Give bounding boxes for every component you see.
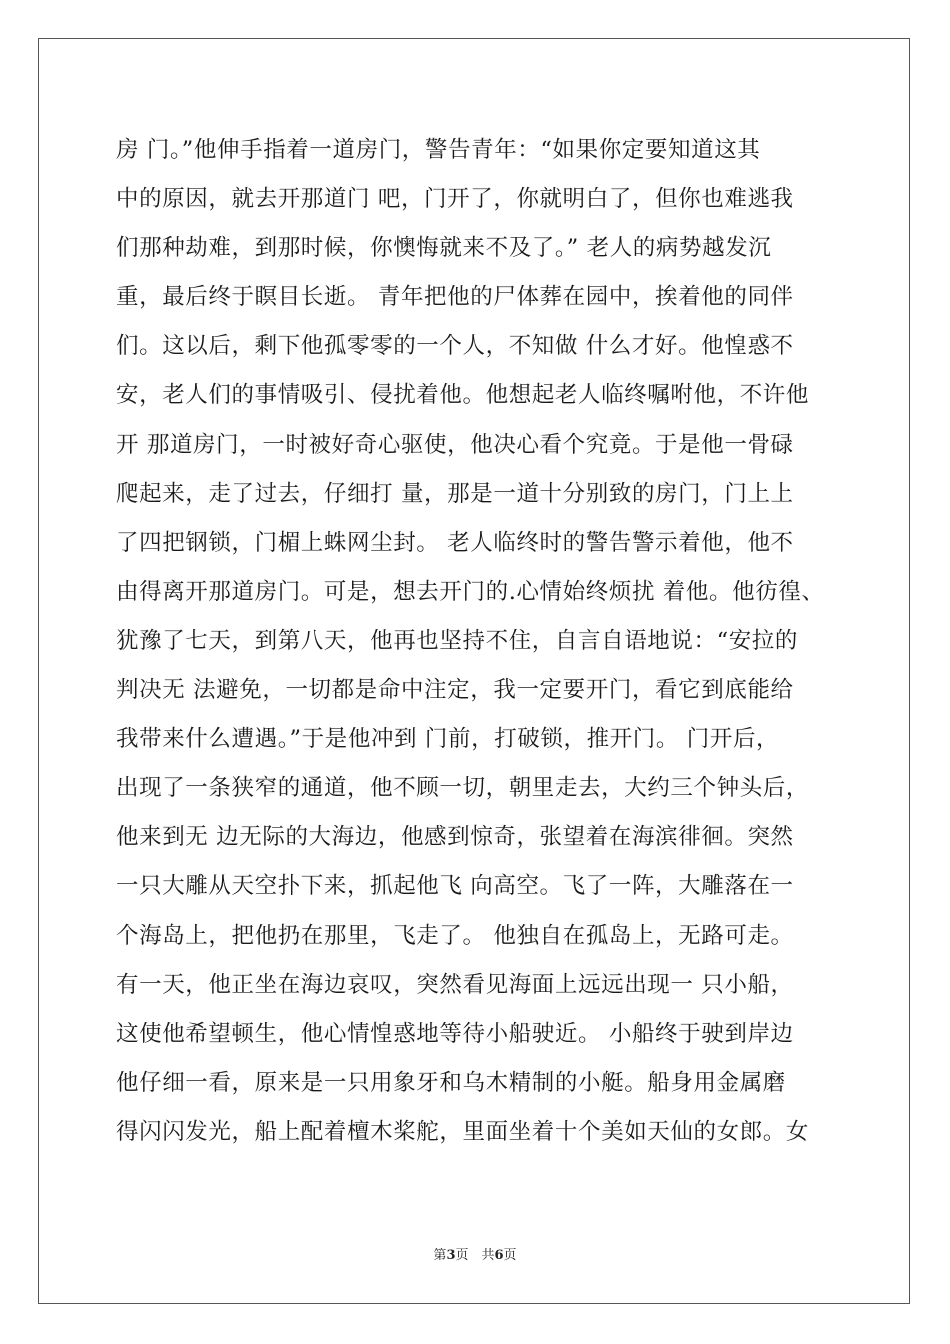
text-line: 中的原因，就去开那道门 吧，门开了，你就明白了，但你也难逃我	[116, 186, 794, 213]
text-line: 安，老人们的事情吸引、侵扰着他。他想起老人临终嘱咐他，不许他	[116, 382, 810, 409]
text-line: 我带来什么遭遇。”于是他冲到 门前，打破锁，推开门。 门开后，	[116, 726, 780, 753]
page-current-number: 3	[446, 1248, 456, 1263]
text-line: 出现了一条狭窄的通道，他不顾一切，朝里走去，大约三个钟头后，	[116, 775, 810, 802]
text-line: 了四把钢锁，门楣上蛛网尘封。 老人临终时的警告警示着他，他不	[116, 529, 794, 556]
body-text	[116, 126, 836, 1157]
text-line: 重，最后终于瞑目长逝。 青年把他的尸体葬在园中，挨着他的同伴	[116, 284, 794, 311]
text-line: 得闪闪发光，船上配着檀木桨舵，里面坐着十个美如天仙的女郎。女	[116, 1118, 810, 1145]
text-line: 犹豫了七天，到第八天，他再也坚持不住，自言自语地说：“安拉的	[116, 627, 799, 654]
text-line: 他来到无 边无际的大海边，他感到惊奇，张望着在海滨徘徊。突然	[116, 824, 794, 851]
page-prefix: 第	[433, 1248, 447, 1263]
page-total-number: 6	[494, 1248, 504, 1263]
text-line: 们。这以后，剩下他孤零零的一个人，不知做 什么才好。他惶惑不	[116, 333, 794, 360]
text-line: 爬起来，走了过去，仔细打 量，那是一道十分别致的房门，门上上	[116, 480, 794, 507]
text-line: 这使他希望顿生，他心情惶惑地等待小船驶近。 小船终于驶到岸边	[116, 1020, 794, 1047]
text-line: 开 那道房门，一时被好奇心驱使，他决心看个究竟。于是他一骨碌	[116, 431, 794, 458]
text-line: 一只大雕从天空扑下来，抓起他飞 向高空。飞了一阵，大雕落在一	[116, 873, 794, 900]
page-footer	[0, 1244, 950, 1263]
text-line: 有一天，他正坐在海边哀叹，突然看见海面上远远出现一 只小船，	[116, 971, 794, 998]
text-line: 他仔细一看，原来是一只用象牙和乌木精制的小艇。船身用金属磨	[116, 1069, 786, 1096]
text-line: 们那种劫难，到那时候，你懊悔就来不及了。” 老人的病势越发沉	[116, 235, 772, 262]
text-line: 判决无 法避免，一切都是命中注定，我一定要开门，看它到底能给	[116, 677, 794, 704]
text-line: 由得离开那道房门。可是，想去开门的.心情始终烦扰 着他。他彷徨、	[116, 578, 825, 605]
text-line: 个海岛上，把他扔在那里，飞走了。 他独自在孤岛上，无路可走。	[116, 922, 794, 949]
text-line: 房 门。”他伸手指着一道房门，警告青年：“如果你定要知道这其	[116, 137, 761, 163]
page-suffix: 页	[503, 1248, 517, 1263]
page-mid: 页 共	[455, 1248, 495, 1263]
